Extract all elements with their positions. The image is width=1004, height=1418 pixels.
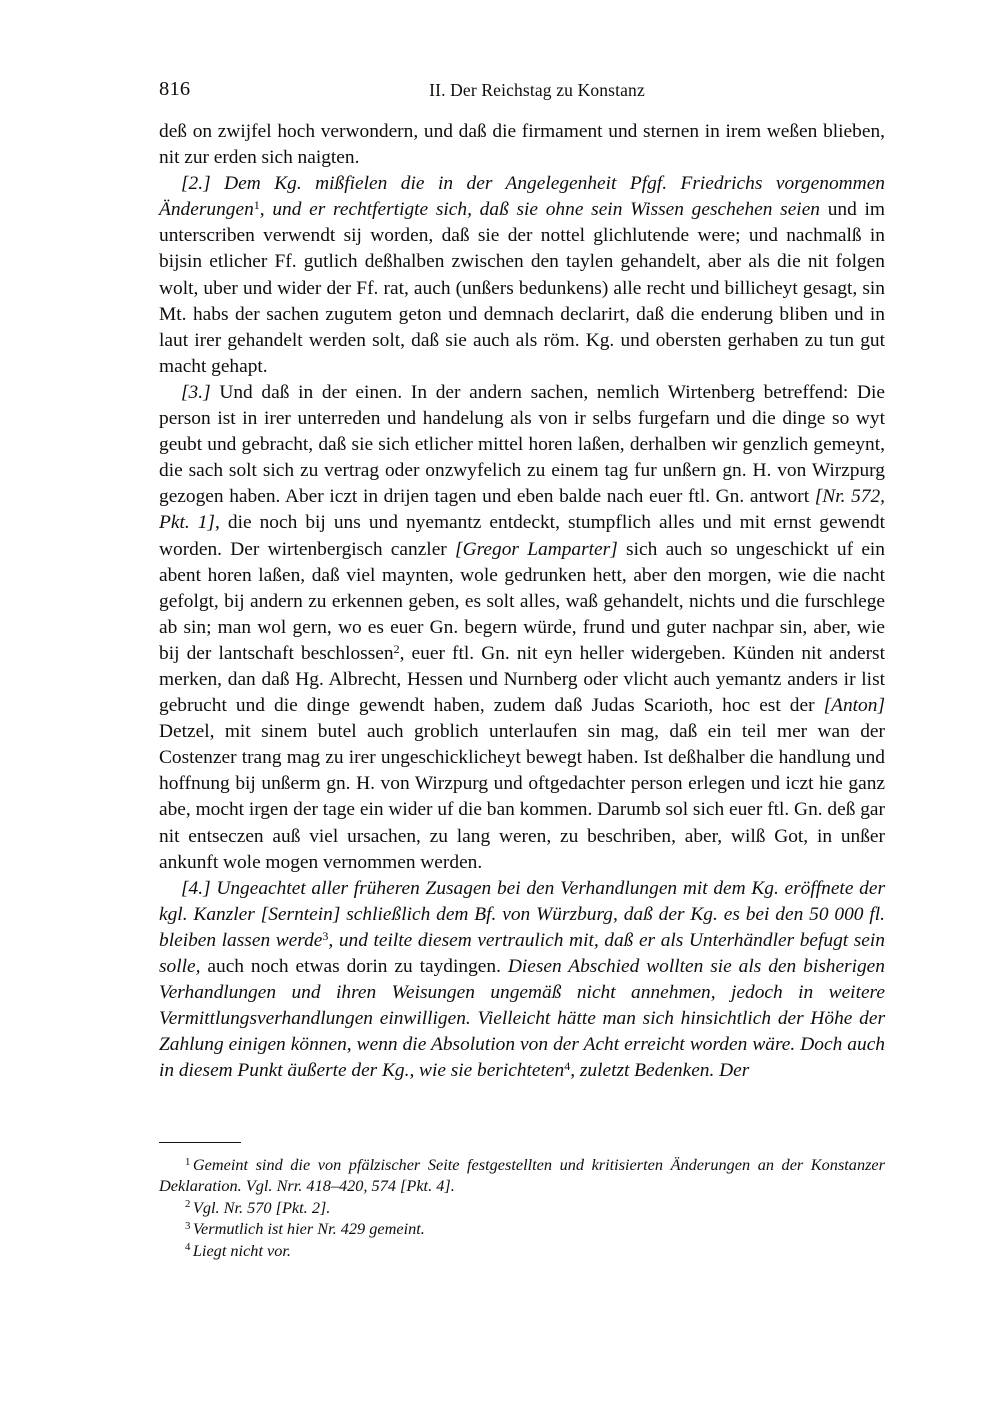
- p3-roman-d: , euer ftl. Gn. nit eyn heller widergeben. Künden nit anderst merken, dan daß Hg. Albrecht, Hessen und Nurnberg oder vlicht auch yemantz anders ir list gebrucht und die dinge gewendt haben, zudem daß Judas Scarioth, hoc est der: [159, 642, 885, 717]
- footnote-1: [159, 1154, 885, 1197]
- footnote-text: Gemeint sind die von pfälzischer Seite festgestellten und kritisierten Änderungen an der Konstanzer Deklaration. Vgl. Nrr. 418–420, 574 [Pkt. 4].: [159, 1155, 885, 1196]
- section-marker-2: [2.]: [181, 173, 211, 195]
- p3-name-anton: [Anton]: [823, 695, 885, 717]
- section-marker-4: [4.]: [181, 877, 211, 899]
- paragraph-2: [159, 171, 885, 380]
- footnote-marker-2: 2: [185, 1198, 191, 1211]
- p2-italic-a: Dem Kg. mißfielen die in der Angelegenheit Pfgf. Friedrichs vorgenommen Änderungen: [159, 173, 885, 221]
- footnote-2: [159, 1197, 885, 1218]
- footnote-ref-2[interactable]: 2: [393, 641, 400, 656]
- footnote-marker-4: 4: [185, 1241, 191, 1254]
- footnote-marker-3: 3: [185, 1219, 191, 1232]
- footnote-3: [159, 1218, 885, 1239]
- p4-italic-b: , und teilte diesem vertraulich mit, daß er als Unterhändler befugt sein solle,: [159, 929, 885, 977]
- footnote-separator-rule: [159, 1142, 241, 1143]
- page-number: 816: [159, 78, 191, 100]
- p2-roman-a: und im unterscriben verwendt sij worden, daß sie der nottel glichlutende were; und nachmalß in bijsin etlicher Ff. gutlich deßhalben zwischen den taylen gehandelt, aber als die nit folgen wolt, uber und wider der Ff. rat, auch (unßers bedunkens) alle recht und billicheyt gesagt, sin Mt. habs der sachen zugutem geton und demnach declarirt, daß die enderung bliben und in laut irer gehandelt werden solt, daß sie auch als röm. Kg. und obersten gerhaben zu tun gut macht gehapt.: [159, 199, 885, 377]
- paragraph-3: [159, 380, 885, 876]
- p4-italic-d: , zuletzt Bedenken. Der: [570, 1060, 750, 1082]
- paragraph-text: deß on zwijfel hoch verwondern, und daß die firmament und sternen in irem weßen blieben, nit zur erden sich naigten.: [159, 121, 885, 169]
- p4-roman-a: auch noch etwas dorin zu taydingen.: [200, 956, 508, 977]
- body-text-block: [159, 119, 885, 1084]
- paragraph-continuation: [159, 119, 885, 171]
- p2-italic-b: , und er rechtfertigte sich, daß sie ohne sein Wissen geschehen seien: [259, 199, 820, 221]
- footnote-ref-1[interactable]: 1: [253, 198, 260, 213]
- footnote-text: Liegt nicht vor.: [192, 1240, 292, 1260]
- footnote-text: Vgl. Nr. 570 [Pkt. 2].: [192, 1197, 331, 1217]
- footnote-ref-4[interactable]: 4: [564, 1059, 571, 1074]
- p4-italic-a: Ungeachtet aller früheren Zusagen bei den Verhandlungen mit dem Kg. eröffnete der kgl. Kanzler [Serntein] schließlich dem Bf. von Würzburg, daß der Kg. es bei den 50 000 fl. bleiben lassen werde: [159, 877, 885, 951]
- paragraph-4: [159, 876, 885, 1085]
- footnote-marker-1: 1: [185, 1155, 191, 1168]
- p3-name-lamparter: [Gregor Lamparter]: [455, 538, 618, 560]
- p3-roman-c: sich auch so ungeschickt uf ein abent horen laßen, daß viel maynten, wole gedrunken hett, aber den morgen, wie die nacht gefolgt, bij andern zu erkennen geben, es solt alles, waß gehandelt, nichts und die furschlege ab sin; man wol gern, wo es euer Gn. begern würde, frund und guter nachpar sin, aber, wie bij der lantschaft beschlossen: [159, 538, 886, 664]
- footnote-4: [159, 1240, 885, 1261]
- p4-italic-c: Diesen Abschied wollten sie als den bisherigen Verhandlungen und ihren Weisungen ungemäß nicht annehmen, jedoch in weitere Vermittlungsverhandlungen einwilligen. Vielleicht hätte man sich hinsichtlich der Höhe der Zahlung einigen können, wenn die Absolution von der Acht erreicht worden wäre. Doch auch in diesem Punkt äußerte der Kg., wie sie berichteten: [159, 956, 885, 1082]
- footnote-area: [159, 1142, 885, 1261]
- footnote-ref-3[interactable]: 3: [322, 928, 329, 943]
- running-head: [159, 78, 885, 104]
- p3-roman-b: , die noch bij uns und nyemantz entdeckt, stumpflich alles und mit ernst gewendt worden. Der wirtenbergisch canzler: [159, 512, 885, 560]
- footnote-text: Vermutlich ist hier Nr. 429 gemeint.: [192, 1219, 425, 1239]
- p3-roman-e: Detzel, mit sinem butel auch groblich unterlaufen sin mag, daß ein teil mer wan der Costenzer trang mag zu irer ungeschicklicheyt bewegt haben. Ist deßhalber die handlung und hoffnung bij unßerm gn. H. von Wirzpurg und oftgedachter person erlegen und iczt hie ganz abe, mocht irgen der tage ein wider uf die ban kommen. Darumb sol sich euer ftl. Gn. deß gar nit entseczen auß viel ursachen, zu lang weren, zu beschriben, aber, wilß Got, in unßer ankunft wole mogen vernommen werden.: [159, 721, 885, 873]
- p3-reference-nr572: [Nr. 572, Pkt. 1]: [159, 486, 886, 534]
- p3-roman-a: Und daß in der einen. In der andern sachen, nemlich Wirtenberg betreffend: Die person ist in irer unterreden und handelung als von ir selbs furgefarn und die dinge so wyt geubt und gebracht, daß sie sich etlicher mittel horen laßen, derhalben wir genzlich gemeynt, die sach solt sich zu vertrag oder onzwyfelich zu einem tag fur unßern gn. H. von Wirzpurg gezogen haben. Aber iczt in drijen tagen und eben balde nach euer ftl. Gn. antwort: [159, 381, 885, 508]
- running-title: II. Der Reichstag zu Konstanz: [429, 80, 645, 100]
- section-marker-3: [3.]: [181, 381, 211, 403]
